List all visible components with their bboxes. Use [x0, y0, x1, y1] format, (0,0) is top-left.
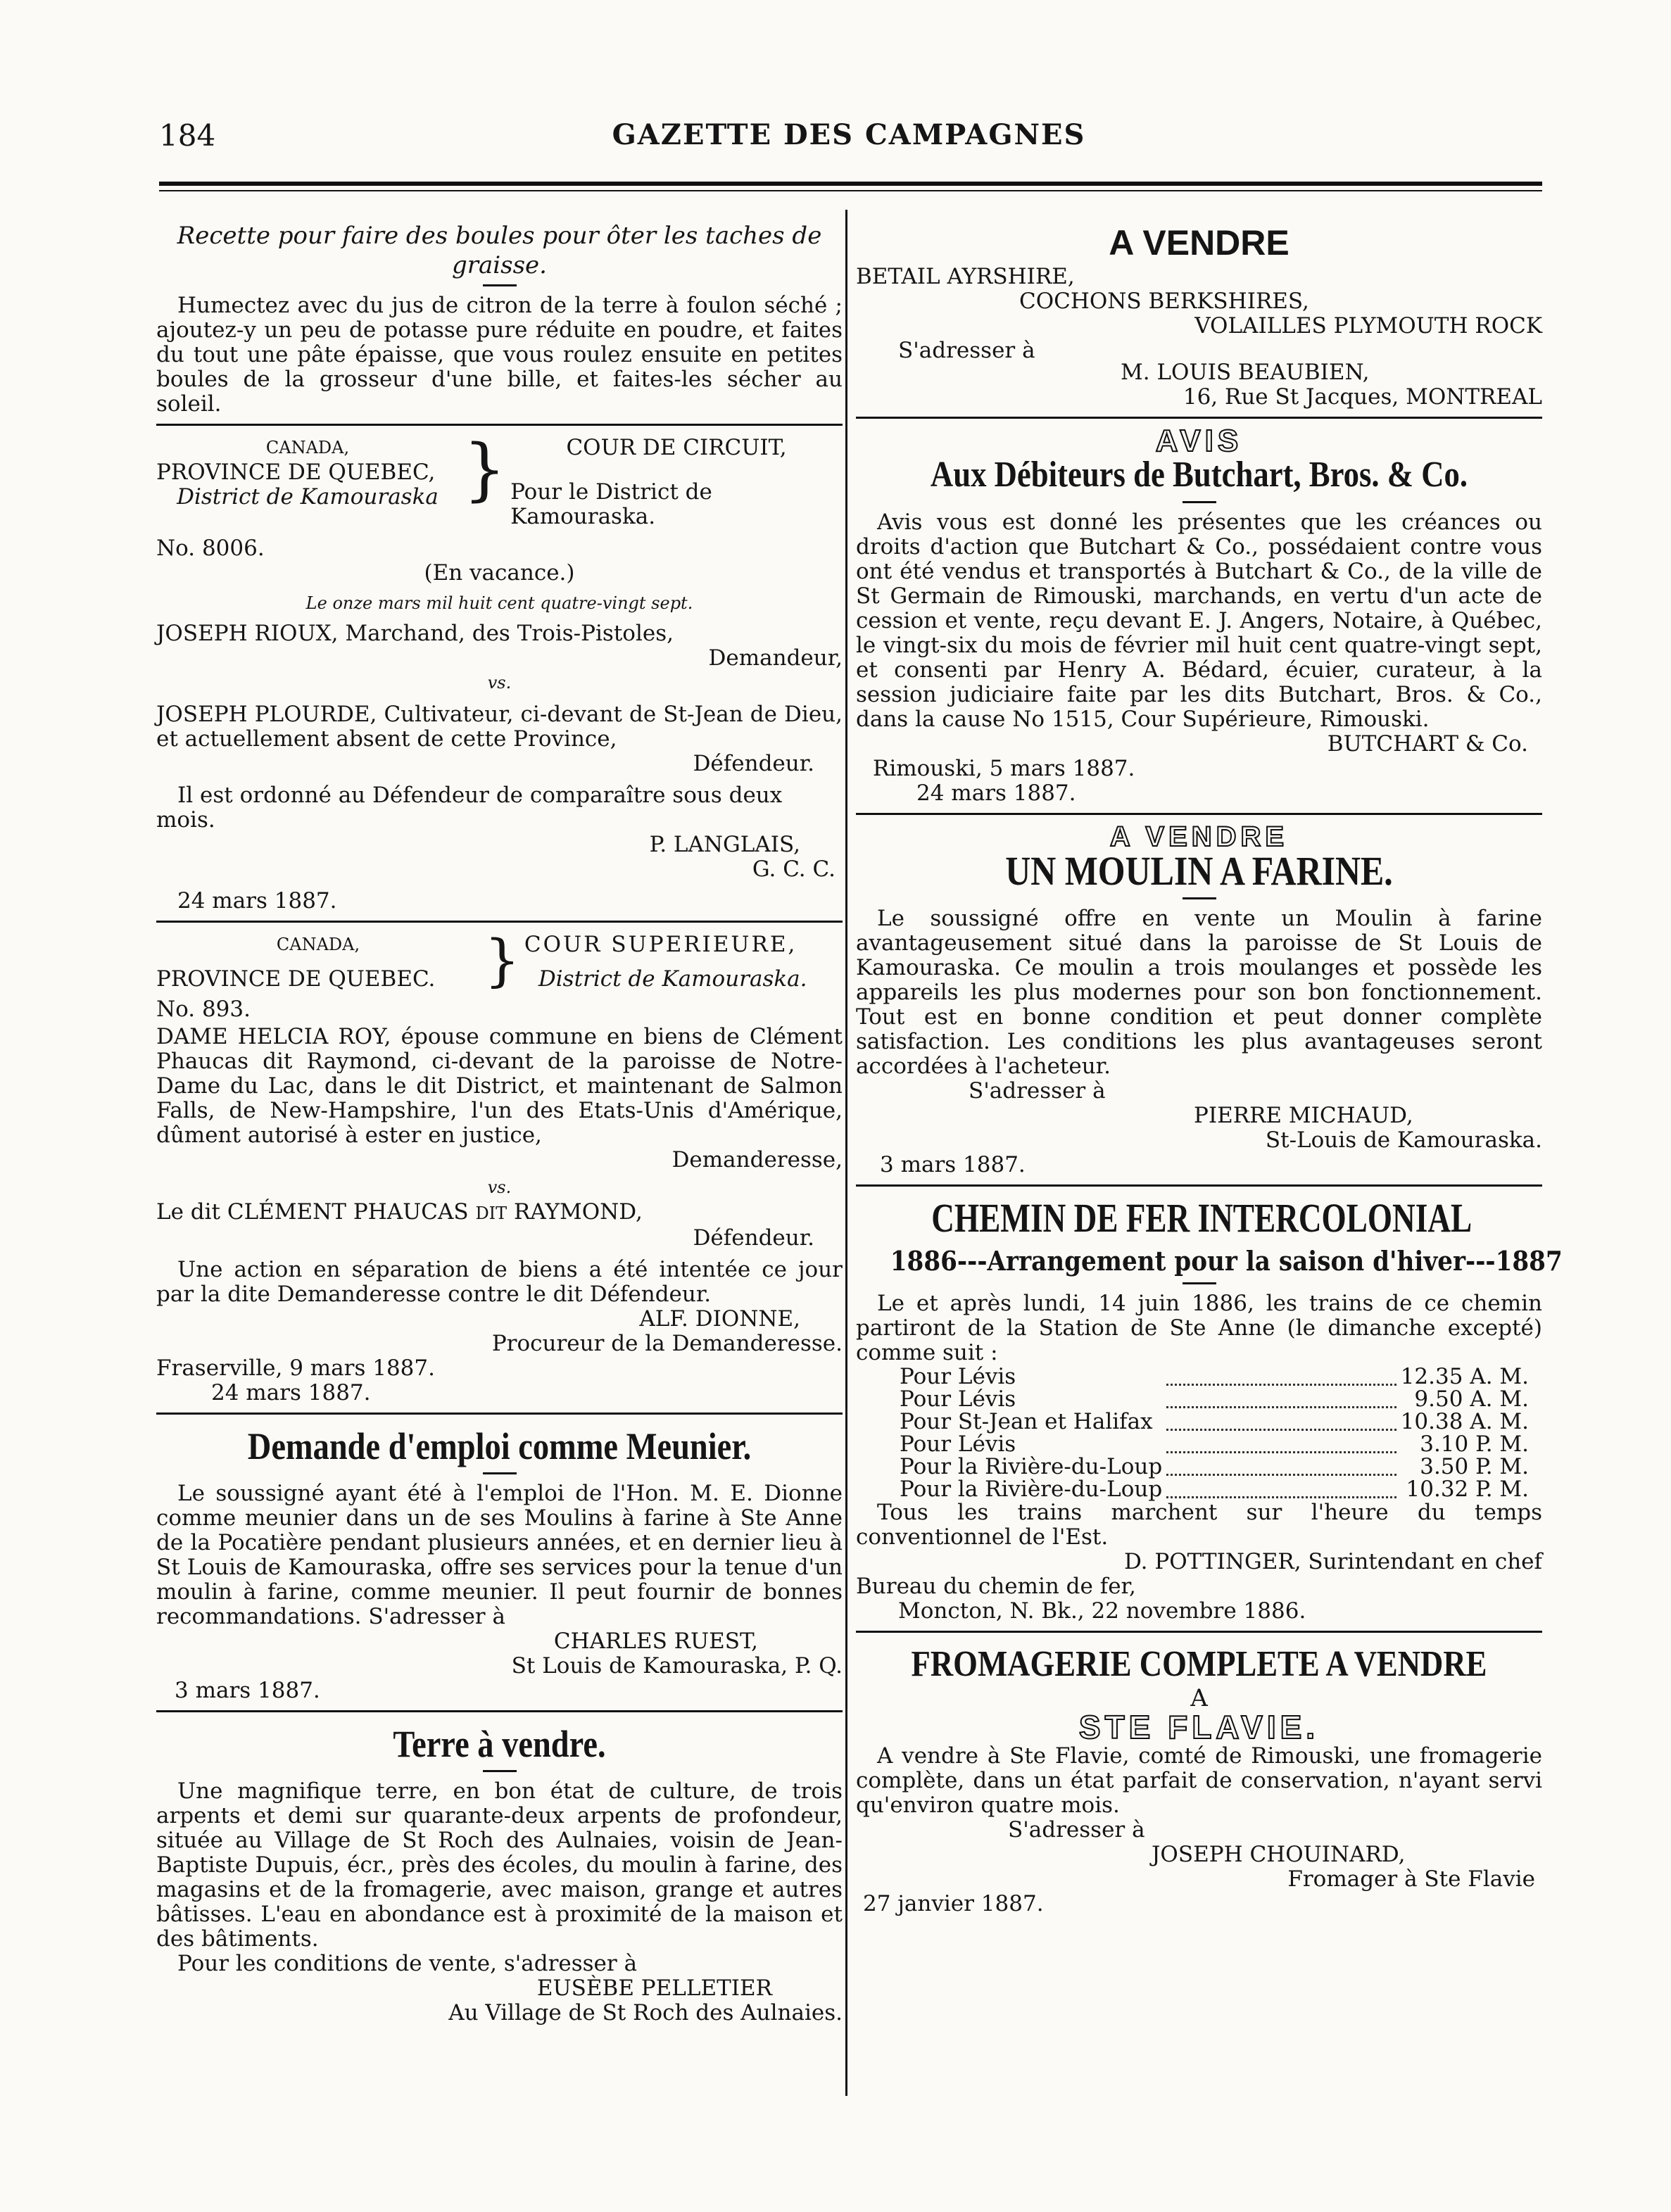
chemin-intro: Le et après lundi, 14 juin 1886, les trains de ce chemin partiront de la Station de Ste Anne (le dimanche excepté) comme suit :	[856, 1291, 1542, 1365]
vendre-line-1: BETAIL AYRSHIRE,	[856, 264, 1075, 289]
court-name: COUR SUPERIEURE,	[524, 932, 797, 957]
dotted-leader	[1166, 1388, 1401, 1410]
cour-superieure-notice	[156, 928, 843, 1405]
brace: }	[484, 928, 520, 993]
contact-name: PIERRE MICHAUD,	[1194, 1103, 1413, 1128]
province-label: PROVINCE DE QUEBEC.	[156, 966, 436, 992]
adresser: S'adresser à	[898, 338, 1035, 363]
recette-notice	[156, 221, 843, 417]
train-row	[900, 1455, 1533, 1478]
adresser: S'adresser à	[1008, 1817, 1145, 1843]
dash	[483, 284, 517, 286]
meunier-body: Le soussigné ayant été à l'emploi de l'Hon. M. E. Dionne comme meunier dans un de ses Moulins à farine à Ste Anne de la Pocatière pendant plusieurs années, et en dernier lieu à St Louis de Kamouraska, offre ses services pour la tenue d'un moulin à farine, comme meunier. Il peut fournir de bonnes recommandations. S'adresser à	[156, 1481, 843, 1629]
plaintiff-role: Demanderesse,	[671, 1147, 843, 1173]
bureau: Bureau du chemin de fer,	[856, 1574, 1136, 1599]
place-date: Rimouski, 5 mars 1887.	[873, 756, 1135, 781]
chemin-notice	[856, 1195, 1563, 1624]
moulin-notice	[856, 821, 1542, 1177]
district-label: District de Kamouraska.	[538, 966, 807, 992]
train-row	[900, 1365, 1533, 1388]
chemin-title: CHEMIN DE FER INTERCOLONIAL	[931, 1195, 1473, 1241]
dotted-leader	[1166, 1365, 1401, 1388]
vacance: (En vacance.)	[424, 560, 575, 586]
district-label: District de Kamouraska	[177, 484, 439, 510]
plaintiff-role: Demandeur,	[708, 645, 843, 671]
train-time: 10.38 A. M.	[1400, 1409, 1529, 1434]
signer-title: Procureur de la Demanderesse.	[491, 1331, 843, 1356]
chemin-note: Tous les trains marchent sur l'heure du temps conventionnel de l'Est.	[856, 1500, 1542, 1550]
train-time: 9.50 A. M.	[1414, 1386, 1529, 1412]
publication-title: GAZETTE DES CAMPAGNES	[612, 118, 1086, 151]
dash	[483, 1770, 517, 1772]
page-header	[159, 118, 1539, 160]
defendant: JOSEPH PLOURDE, Cultivateur, ci-devant de St-Jean de Dieu, et actuellement absent de cette Province,	[156, 702, 843, 752]
contact-place: St Louis de Kamouraska, P. Q.	[511, 1653, 843, 1679]
vendre-betail-notice	[856, 221, 1542, 410]
dash	[1183, 501, 1216, 503]
fromagerie-notice	[856, 1643, 1542, 1916]
train-destination: Pour Lévis	[900, 1432, 1016, 1457]
dash	[1183, 1282, 1216, 1284]
dash	[483, 1472, 517, 1474]
place-date: Moncton, N. Bk., 22 novembre 1886.	[898, 1598, 1306, 1624]
separator	[856, 1184, 1542, 1187]
signer: P. LANGLAIS,	[649, 832, 800, 857]
plaintiff: JOSEPH RIOUX, Marchand, des Trois-Pistoles,	[156, 621, 674, 646]
avis-kicker: AVIS	[1155, 424, 1243, 458]
avis-title: Aux Débiteurs de Butchart, Bros. & Co.	[930, 455, 1468, 495]
train-destination: Pour Lévis	[900, 1364, 1016, 1389]
avis-notice	[856, 424, 1542, 806]
contact-line: Pour les conditions de vente, s'adresser à	[177, 1951, 638, 1976]
moulin-kicker: A VENDRE	[1109, 821, 1289, 852]
chemin-subtitle: 1886---Arrangement pour la saison d'hiver---1887	[890, 1245, 1563, 1277]
header-rule	[159, 182, 1542, 186]
train-row	[900, 1410, 1533, 1433]
defendant-role: Défendeur.	[693, 751, 814, 776]
contact-name: M. LOUIS BEAUBIEN,	[1121, 360, 1370, 385]
train-schedule	[900, 1365, 1533, 1500]
action-body: Une action en séparation de biens a été intentée ce jour par la dite Demanderesse contre le dit Défendeur.	[156, 1257, 843, 1307]
court-name: COUR DE CIRCUIT,	[566, 435, 787, 460]
defendant-role: Défendeur.	[693, 1225, 814, 1251]
separator	[856, 417, 1542, 419]
contact-name: EUSÈBE PELLETIER	[536, 1976, 772, 2001]
fromagerie-a: A	[1190, 1684, 1208, 1712]
versus: vs.	[487, 1177, 512, 1197]
signer: BUTCHART & Co.	[1327, 731, 1528, 757]
dated: 3 mars 1887.	[880, 1152, 1026, 1177]
contact-name: JOSEPH CHOUINARD,	[1152, 1842, 1406, 1867]
page-number: 184	[159, 118, 216, 153]
dotted-leader	[1166, 1478, 1401, 1500]
moulin-title: UN MOULIN A FARINE.	[1005, 848, 1393, 894]
court-sub: Pour le District de Kamouraska.	[510, 479, 712, 529]
train-destination: Pour Lévis	[900, 1386, 1016, 1412]
train-destination: Pour la Rivière-du-Loup	[900, 1454, 1163, 1479]
signer: D. POTTINGER, Surintendant en chef	[1123, 1549, 1542, 1574]
train-row	[900, 1433, 1533, 1455]
defendant-name: Le dit CLÉMENT PHAUCAS	[156, 1199, 469, 1225]
vendre-line-2: COCHONS BERKSHIRES,	[1019, 289, 1309, 314]
court-info	[524, 933, 843, 992]
dotted-leader	[1166, 1455, 1401, 1478]
column-divider	[845, 210, 847, 2096]
train-time: 3.10 P. M.	[1420, 1432, 1529, 1457]
separator	[856, 1631, 1542, 1633]
vendre-line-3: VOLAILLES PLYMOUTH ROCK	[1194, 313, 1542, 339]
dash	[1183, 897, 1216, 899]
dated: 24 mars 1887.	[177, 888, 337, 914]
jurisdiction	[156, 933, 480, 992]
recette-title: Recette pour faire des boules pour ôter les taches de graisse.	[177, 222, 822, 279]
left-column	[156, 211, 843, 2025]
dotted-leader	[1166, 1433, 1401, 1455]
moulin-body: Le soussigné offre en vente un Moulin à farine avantageusement situé dans la paroisse de St Louis de Kamouraska. Ce moulin a trois moulanges et possède les appareils les plus modernes pour son bon fonctionnement. Tout est en bonne condition et peut donner complète satisfaction. Les conditions les plus avantageuses seront accordées à l'acheteur.	[856, 906, 1542, 1079]
train-row	[900, 1388, 1533, 1410]
meunier-title: Demande d'emploi comme Meunier.	[247, 1425, 752, 1467]
train-time: 3.50 P. M.	[1420, 1454, 1529, 1479]
dotted-leader	[1166, 1410, 1401, 1433]
contact-address: 16, Rue St Jacques, MONTREAL	[1183, 384, 1542, 410]
separator	[156, 1412, 843, 1415]
contact-title: Fromager à Ste Flavie	[1287, 1866, 1535, 1892]
separator	[156, 1710, 843, 1712]
train-destination: Pour St-Jean et Halifax	[900, 1409, 1153, 1434]
cour-circuit-notice	[156, 430, 843, 914]
signer: ALF. DIONNE,	[639, 1306, 800, 1332]
fromagerie-place: STE FLAVIE.	[1078, 1709, 1320, 1745]
train-row	[900, 1478, 1533, 1500]
terre-notice	[156, 1722, 843, 2025]
right-column	[856, 211, 1563, 1916]
defendant-dit: DIT	[475, 1203, 507, 1223]
avis-body: Avis vous est donné les présentes que les créances ou droits d'action que Butchart & Co., possédaient contre vous ont été vendus et transportés à Butchart & Co., de la ville de St Germain de Rimouski, marchands, en vertu d'un acte de cession et vente, reçu devant E. J. Angers, Notaire, à Québec, le vingt-six du mois de février mil huit cent quatre-vingt sept, et consenti par Henry A. Bédard, écuier, curateur, à la session judiciaire faite par les dits Butchart, Bros. & Co., dans la cause No 1515, Cour Supérieure, Rimouski.	[856, 510, 1542, 732]
terre-title: Terre à vendre.	[393, 1723, 606, 1765]
separator	[856, 813, 1542, 815]
dated: 27 janvier 1887.	[863, 1891, 1044, 1916]
case-number: No. 8006.	[156, 536, 265, 561]
plaintiff: DAME HELCIA ROY, épouse commune en biens de Clément Phaucas dit Raymond, ci-devant de la paroisse de Notre-Dame du Lac, dans le dit District, et maintenant de Salmon Falls, de New-Hampshire, l'un des Etats-Unis d'Amérique, dûment autorisé à ester en justice,	[156, 1024, 843, 1148]
fromagerie-title: FROMAGERIE COMPLETE A VENDRE	[911, 1644, 1487, 1684]
vendre-title: A VENDRE	[1109, 223, 1289, 263]
date-line: Le onze mars mil huit cent quatre-vingt sept.	[305, 593, 693, 613]
case-number: No. 893.	[156, 997, 251, 1022]
versus: vs.	[487, 673, 512, 693]
fromagerie-body: A vendre à Ste Flavie, comté de Rimouski, une fromagerie complète, dans un état parfait de conservation, n'ayant servi qu'environ quatre mois.	[856, 1743, 1542, 1818]
defendant-name-end: RAYMOND,	[514, 1199, 643, 1225]
jurisdiction	[156, 436, 459, 510]
header-rule-thin	[159, 190, 1542, 191]
canada-label: CANADA,	[276, 935, 360, 954]
contact-place: St-Louis de Kamouraska.	[1265, 1127, 1542, 1153]
train-destination: Pour la Rivière-du-Loup	[900, 1477, 1163, 1502]
order: Il est ordonné au Défendeur de comparaître sous deux mois.	[156, 783, 783, 833]
train-time: 10.32 P. M.	[1406, 1477, 1529, 1502]
separator	[156, 424, 843, 426]
canada-label: CANADA,	[265, 438, 350, 457]
province-label: PROVINCE DE QUEBEC,	[156, 460, 436, 485]
dated: 24 mars 1887.	[211, 1380, 371, 1405]
contact-name: CHARLES RUEST,	[553, 1629, 758, 1654]
court-info	[510, 436, 843, 529]
adresser: S'adresser à	[969, 1078, 1106, 1104]
brace: }	[463, 430, 507, 509]
signer-title: G. C. C.	[752, 857, 836, 882]
separator	[156, 921, 843, 923]
dated: 24 mars 1887.	[916, 780, 1076, 806]
meunier-notice	[156, 1424, 843, 1703]
defendant	[156, 1200, 843, 1226]
contact-place: Au Village de St Roch des Aulnaies.	[448, 2000, 843, 2025]
recette-body: Humectez avec du jus de citron de la terre à foulon séché ; ajoutez-y un peu de potasse pure réduite en poudre, et faites du tout une pâte épaisse, que vous roulez ensuite en petites boules de la grosseur d'une bille, et faites-les sécher au soleil.	[156, 293, 843, 417]
dated: 3 mars 1887.	[175, 1678, 320, 1703]
train-time: 12.35 A. M.	[1400, 1364, 1529, 1389]
place-date: Fraserville, 9 mars 1887.	[156, 1355, 435, 1381]
terre-body: Une magnifique terre, en bon état de culture, de trois arpents et demi sur quarante-deux arpents de profondeur, située au Village de St Roch des Aulnaies, voisin de Jean-Baptiste Dupuis, écr., près des écoles, du moulin à farine, des magasins et de la fromagerie, avec maison, grange et autres bâtisses. L'eau en abondance est à proximité de la maison et des bâtiments.	[156, 1778, 843, 1952]
